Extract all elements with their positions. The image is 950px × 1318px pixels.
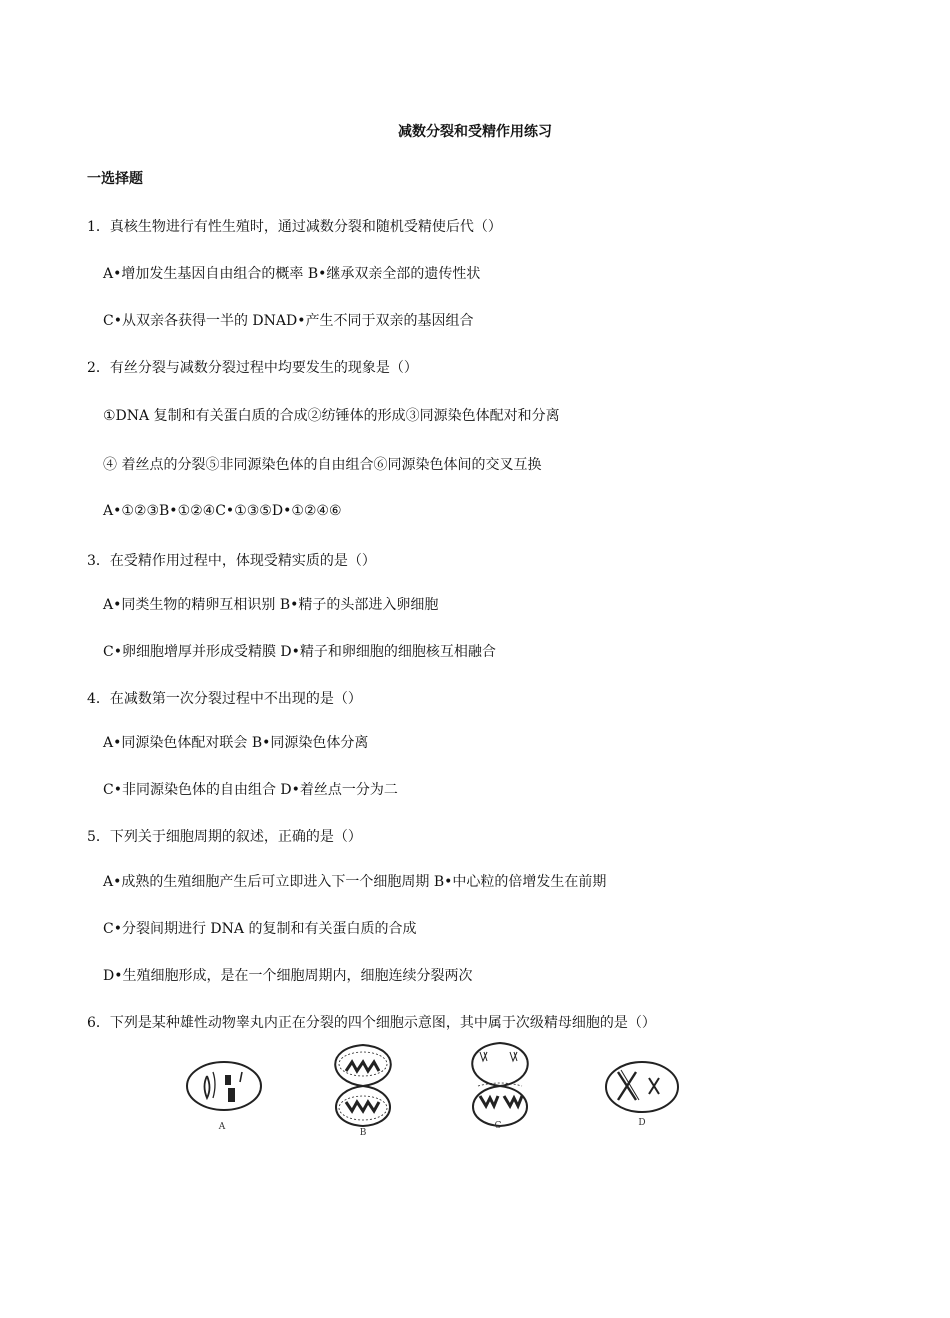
cell-b-label: B bbox=[359, 1128, 367, 1138]
question-5-options-line-1: A•成熟的生殖细胞产生后可立即进入下一个细胞周期 B•中心粒的倍增发生在前期 bbox=[103, 874, 607, 890]
cell-d-diagram bbox=[606, 1062, 678, 1112]
cell-c-label: C bbox=[494, 1121, 502, 1131]
question-1-options-line-2: C•从双亲各获得一半的 DNAD•产生不同于双亲的基因组合 bbox=[103, 313, 474, 329]
question-3-stem: 3．在受精作用过程中，体现受精实质的是（） bbox=[87, 553, 376, 569]
question-2-line-1: ①DNA 复制和有关蛋白质的合成②纺锤体的形成③同源染色体配对和分离 bbox=[103, 408, 560, 424]
cell-a-label: A bbox=[218, 1122, 226, 1132]
question-2-line-2: ④ 着丝点的分裂⑤非同源染色体的自由组合⑥同源染色体间的交叉互换 bbox=[103, 457, 542, 473]
question-4-options-line-1: A•同源染色体配对联会 B•同源染色体分离 bbox=[103, 735, 369, 751]
question-2-options: A•①②③B•①②④C•①③⑤D•①②④⑥ bbox=[103, 503, 342, 519]
question-5-stem: 5．下列关于细胞周期的叙述，正确的是（） bbox=[87, 829, 362, 845]
question-1-options-line-1: A•增加发生基因自由组合的概率 B•继承双亲全部的遗传性状 bbox=[103, 266, 481, 282]
question-3-options-line-1: A•同类生物的精卵互相识别 B•精子的头部进入卵细胞 bbox=[103, 597, 439, 613]
section-heading: 一选择题 bbox=[87, 171, 143, 187]
question-6-stem: 6．下列是某种雄性动物睾丸内正在分裂的四个细胞示意图，其中属于次级精母细胞的是（） bbox=[87, 1015, 656, 1031]
cell-d-label: D bbox=[638, 1118, 646, 1128]
cell-c-diagram bbox=[472, 1043, 528, 1126]
question-1-stem: 1．真核生物进行有性生殖时，通过减数分裂和随机受精使后代（） bbox=[87, 219, 502, 235]
question-5-options-line-2: C•分裂间期进行 DNA 的复制和有关蛋白质的合成 bbox=[103, 921, 417, 937]
question-2-stem: 2．有丝分裂与减数分裂过程中均要发生的现象是（） bbox=[87, 360, 418, 376]
question-4-stem: 4．在减数第一次分裂过程中不出现的是（） bbox=[87, 691, 362, 707]
question-5-options-line-3: D•生殖细胞形成，是在一个细胞周期内，细胞连续分裂两次 bbox=[103, 968, 473, 984]
question-4-options-line-2: C•非同源染色体的自由组合 D•着丝点一分为二 bbox=[103, 782, 398, 798]
question-3-options-line-2: C•卵细胞增厚并形成受精膜 D•精子和卵细胞的细胞核互相融合 bbox=[103, 644, 496, 660]
cell-b-diagram bbox=[335, 1045, 391, 1126]
page-title: 减数分裂和受精作用练习 bbox=[398, 124, 552, 140]
cell-division-figure bbox=[180, 1038, 700, 1138]
cell-a-diagram bbox=[187, 1062, 261, 1110]
